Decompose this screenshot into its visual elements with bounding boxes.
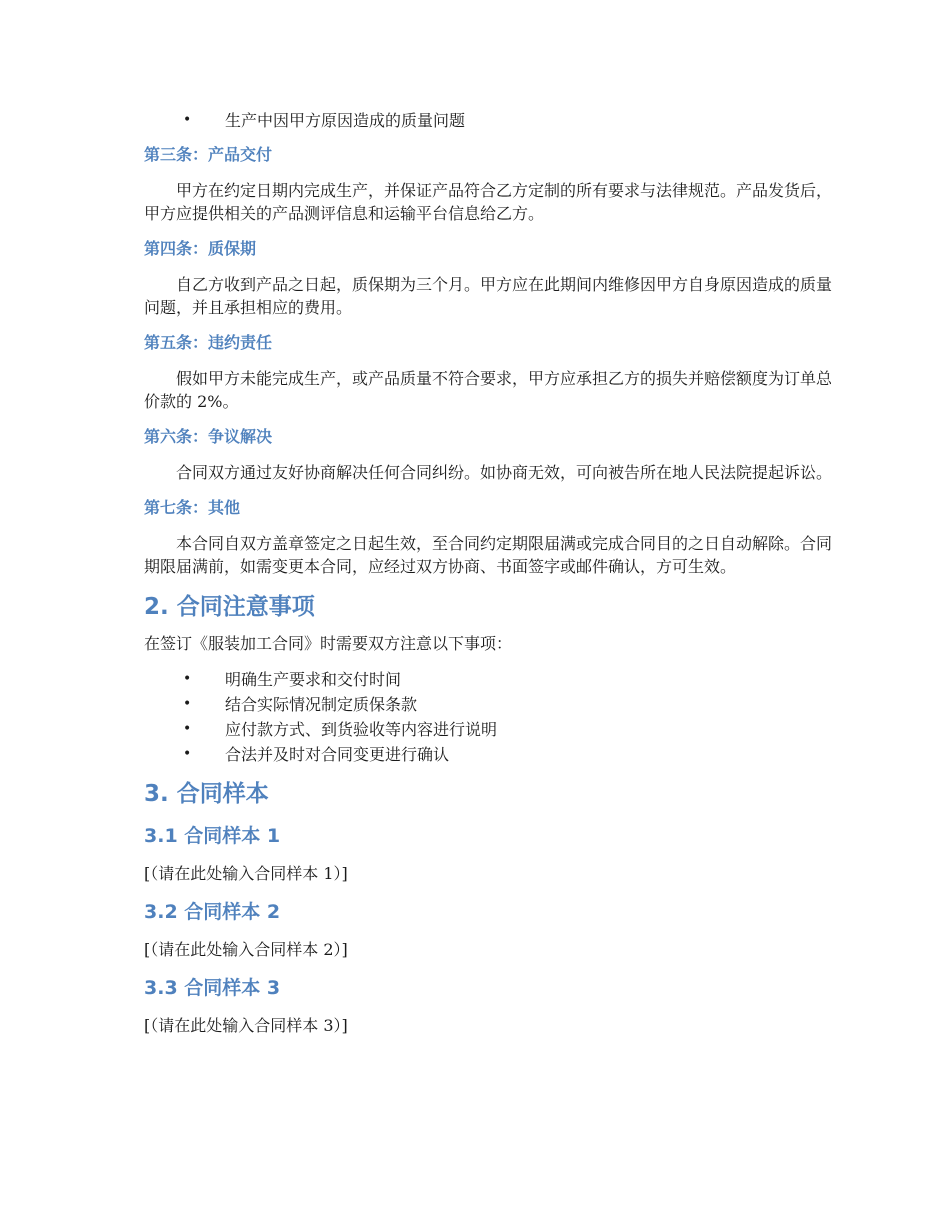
subsection-heading: 3.3 合同样本 3 <box>144 977 281 999</box>
clause-body: 合同双方通过友好协商解决任何合同纠纷。如协商无效，可向被告所在地人民法院提起诉讼。 <box>176 463 833 482</box>
section-intro: 在签订《服装加工合同》时需要双方注意以下事项： <box>144 634 513 653</box>
clause-heading: 第三条：产品交付 <box>144 145 273 164</box>
list-item <box>144 108 834 133</box>
clause-heading: 第六条：争议解决 <box>144 427 273 446</box>
subsection-heading: 3.2 合同样本 2 <box>144 901 281 923</box>
clause-heading: 第七条：其他 <box>144 498 241 517</box>
list-item-text: 结合实际情况制定质保条款 <box>225 695 418 714</box>
list-item <box>144 742 834 767</box>
notes-list <box>144 667 834 767</box>
clause-body: 假如甲方未能完成生产，或产品质量不符合要求，甲方应承担乙方的损失并赔偿额度为订单总价款的 2%。 <box>144 369 833 411</box>
list-item <box>144 717 834 742</box>
clause-heading: 第五条：违约责任 <box>144 333 273 352</box>
clause-body: 甲方在约定日期内完成生产，并保证产品符合乙方定制的所有要求与法律规范。产品发货后，甲方应提供相关的产品测评信息和运输平台信息给乙方。 <box>144 181 833 223</box>
section-heading: 3. 合同样本 <box>144 781 269 807</box>
clause-heading: 第四条：质保期 <box>144 239 257 258</box>
sample-placeholder: [（请在此处输入合同样本 3）] <box>144 1016 348 1035</box>
list-item-text: 明确生产要求和交付时间 <box>225 670 402 689</box>
quality-issue-list <box>144 108 834 133</box>
list-item-text: 合法并及时对合同变更进行确认 <box>225 745 450 764</box>
sample-placeholder: [（请在此处输入合同样本 2）] <box>144 940 348 959</box>
list-item <box>144 667 834 692</box>
sample-placeholder: [（请在此处输入合同样本 1）] <box>144 864 348 883</box>
list-item <box>144 692 834 717</box>
bullet-icon: • <box>183 696 192 712</box>
subsection-heading: 3.1 合同样本 1 <box>144 825 281 847</box>
list-item-text: 生产中因甲方原因造成的质量问题 <box>225 111 466 130</box>
clause-body: 自乙方收到产品之日起，质保期为三个月。甲方应在此期间内维修因甲方自身原因造成的质量问题，并且承担相应的费用。 <box>144 275 833 317</box>
section-heading: 2. 合同注意事项 <box>144 594 315 620</box>
clause-body: 本合同自双方盖章签定之日起生效，至合同约定期限届满或完成合同目的之日自动解除。合同期限届满前，如需变更本合同，应经过双方协商、书面签字或邮件确认，方可生效。 <box>144 534 833 576</box>
bullet-icon: • <box>183 746 192 762</box>
bullet-icon: • <box>183 671 192 687</box>
bullet-icon: • <box>183 112 192 128</box>
list-item-text: 应付款方式、到货验收等内容进行说明 <box>225 720 498 739</box>
bullet-icon: • <box>183 721 192 737</box>
document-content <box>144 108 834 1037</box>
